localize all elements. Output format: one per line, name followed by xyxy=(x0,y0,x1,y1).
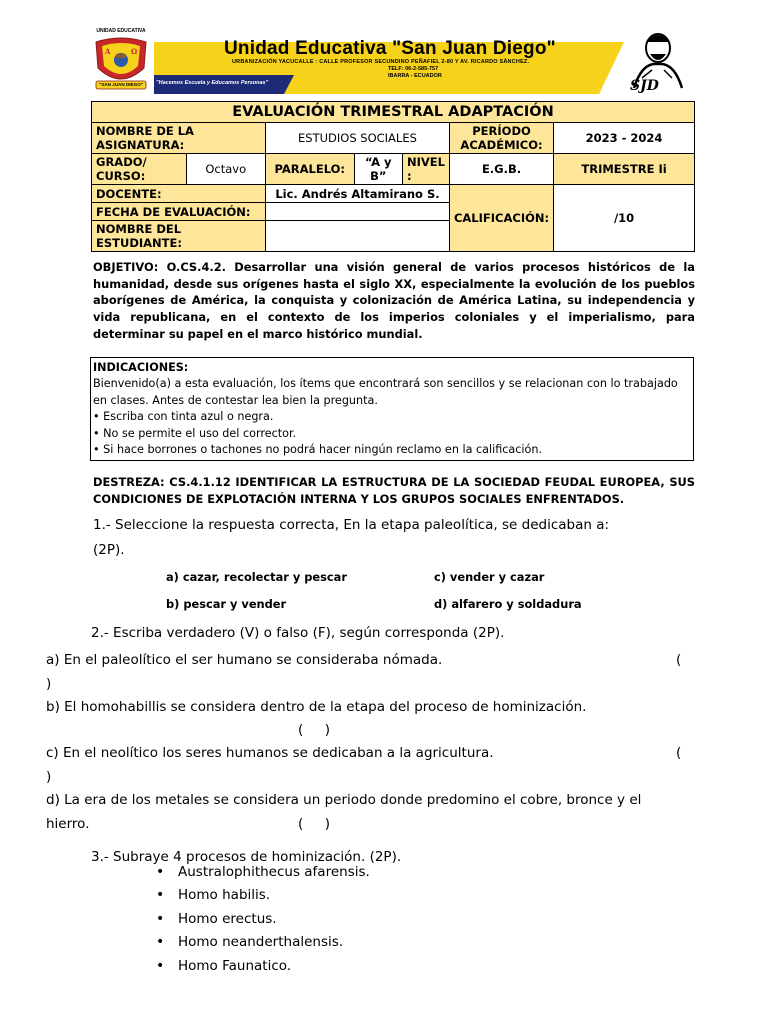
bullet-icon: • xyxy=(93,443,100,457)
list-item[interactable]: • Homo erectus. xyxy=(156,910,277,927)
school-slogan: "Hacemos Escuela y Educamos Personas" xyxy=(156,80,269,86)
bullet-icon: • xyxy=(156,957,165,974)
bullet-icon: • xyxy=(156,910,165,927)
q1-option-d[interactable]: d) alfarero y soldadura xyxy=(434,597,582,611)
bullet-icon: • xyxy=(93,410,100,424)
q2-answer-b[interactable]: ( ) xyxy=(298,722,330,738)
q2-answer-a-close[interactable]: ) xyxy=(46,676,52,692)
school-name: Unidad Educativa "San Juan Diego" xyxy=(224,38,556,59)
evaluation-info-table xyxy=(91,101,695,252)
school-phone: TELF: 06-2-585-757 xyxy=(388,66,439,72)
teacher-label: DOCENTE: xyxy=(92,185,266,203)
instructions-box xyxy=(90,357,694,461)
school-city: IBARRA - ECUADOR xyxy=(388,73,442,79)
level-value: E.G.B. xyxy=(449,154,553,185)
q1-line1: 1.- Seleccione la respuesta correcta, En la etapa paleolítica, se dedicaban a: xyxy=(93,517,610,533)
subject-value: ESTUDIOS SOCIALES xyxy=(265,123,449,154)
hominization-list xyxy=(154,864,370,981)
list-item[interactable]: • Homo Faunatico. xyxy=(156,957,292,974)
grade-value: Octavo xyxy=(186,154,265,185)
q1-option-a[interactable]: a) cazar, recolectar y pescar xyxy=(166,570,347,584)
instructions-intro: Bienvenido(a) a esta evaluación, los ítems que encontrará son sencillos y se relacionan con lo trabajado en clases. Antes de contestar lea bien la pregunta. xyxy=(93,377,678,407)
objective-paragraph: OBJETIVO: O.CS.4.2. Desarrollar una visión general de varios procesos históricos de la humanidad, desde sus orígenes hasta el siglo XX, especialmente la evolución de los pueblos aborígenes de América, la conquista y colonización de América Latina, su independencia y vida republicana, en el contexto de los imperios coloniales y el imperialismo, para determinar su papel en el marco histórico mundial. xyxy=(93,260,695,341)
q2-answer-c-open[interactable]: ( xyxy=(676,745,682,761)
parallel-value: “A y B” xyxy=(354,154,402,185)
bullet-icon: • xyxy=(156,934,165,951)
period-label: PERÍODO ACADÉMICO: xyxy=(449,123,553,154)
student-name-field[interactable] xyxy=(265,221,449,252)
q2-statement-d-line2: hierro. xyxy=(46,816,90,832)
logo-right-text: SJD xyxy=(630,78,659,94)
teacher-value: Lic. Andrés Altamirano S. xyxy=(265,185,449,203)
q2-statement-c: c) En el neolítico los seres humanos se dedicaban a la agricultura. xyxy=(46,745,494,761)
q2-statement-a: a) En el paleolítico el ser humano se consideraba nómada. xyxy=(46,652,443,668)
q2-answer-a-open[interactable]: ( xyxy=(676,652,682,668)
student-name-label: NOMBRE DEL ESTUDIANTE: xyxy=(92,221,266,252)
svg-text:Ω: Ω xyxy=(131,47,138,56)
instructions-heading: INDICACIONES: xyxy=(93,361,189,374)
date-label: FECHA DE EVALUACIÓN: xyxy=(92,203,266,221)
level-label: NIVEL : xyxy=(402,154,449,185)
bullet-icon: • xyxy=(93,426,100,440)
logo-left-bottom-text: "SAN JUAN DIEGO" xyxy=(99,82,143,87)
q2-title: 2.- Escriba verdadero (V) o falso (F), según corresponda (2P). xyxy=(91,625,505,641)
school-address: URBANIZACIÓN YACUCALLE : CALLE PROFESOR SECUNDINO PEÑAFIEL 2-80 Y AV. RICARDO SÁNCHEZ. xyxy=(232,59,530,65)
q2-statement-b: b) El homohabillis se considera dentro de la etapa del proceso de hominización. xyxy=(46,699,587,715)
bullet-icon: • xyxy=(156,887,165,904)
instruction-item: • No se permite el uso del corrector. xyxy=(93,426,297,440)
instruction-item: • Escriba con tinta azul o negra. xyxy=(93,410,274,424)
grade-label: GRADO/ CURSO: xyxy=(92,154,187,185)
logo-left-top-text: UNIDAD EDUCATIVA xyxy=(96,28,146,34)
instruction-item: • Si hace borrones o tachones no podrá hacer ningún reclamo en la calificación. xyxy=(93,443,543,457)
subject-label: NOMBRE DE LA ASIGNATURA: xyxy=(92,123,266,154)
q1-line2: (2P). xyxy=(93,542,125,558)
term-value: TRIMESTRE Ii xyxy=(554,154,695,185)
q2-answer-c-close[interactable]: ) xyxy=(46,769,52,785)
period-value: 2023 - 2024 xyxy=(554,123,695,154)
q3-title: 3.- Subraye 4 procesos de hominización. (2P). xyxy=(91,849,402,865)
q1-option-c[interactable]: c) vender y cazar xyxy=(434,570,545,584)
q2-statement-d-line1: d) La era de los metales se considera un periodo donde predomino el cobre, bronce y el xyxy=(46,792,642,808)
score-value: /10 xyxy=(554,185,695,252)
svg-text:A: A xyxy=(105,47,111,56)
evaluation-title: EVALUACIÓN TRIMESTRAL ADAPTACIÓN xyxy=(92,102,695,123)
q1-option-b[interactable]: b) pescar y vender xyxy=(166,597,287,611)
skill-paragraph: DESTREZA: CS.4.1.12 IDENTIFICAR LA ESTRUCTURA DE LA SOCIEDAD FEUDAL EUROPEA, SUS CONDICIONES DE EXPLOTACIÓN INTERNA Y LOS GRUPOS SOCIALES ENFRENTADOS. xyxy=(93,475,695,506)
score-label: CALIFICACIÓN: xyxy=(449,185,553,252)
list-item[interactable]: • Homo neanderthalensis. xyxy=(156,934,344,951)
q2-answer-d[interactable]: ( ) xyxy=(298,816,330,832)
parallel-label: PARALELO: xyxy=(265,154,354,185)
bullet-icon: • xyxy=(156,864,165,880)
list-item[interactable]: • Australophithecus afarensis. xyxy=(156,864,370,880)
date-field[interactable] xyxy=(265,203,449,221)
list-item[interactable]: • Homo habilis. xyxy=(156,887,271,904)
